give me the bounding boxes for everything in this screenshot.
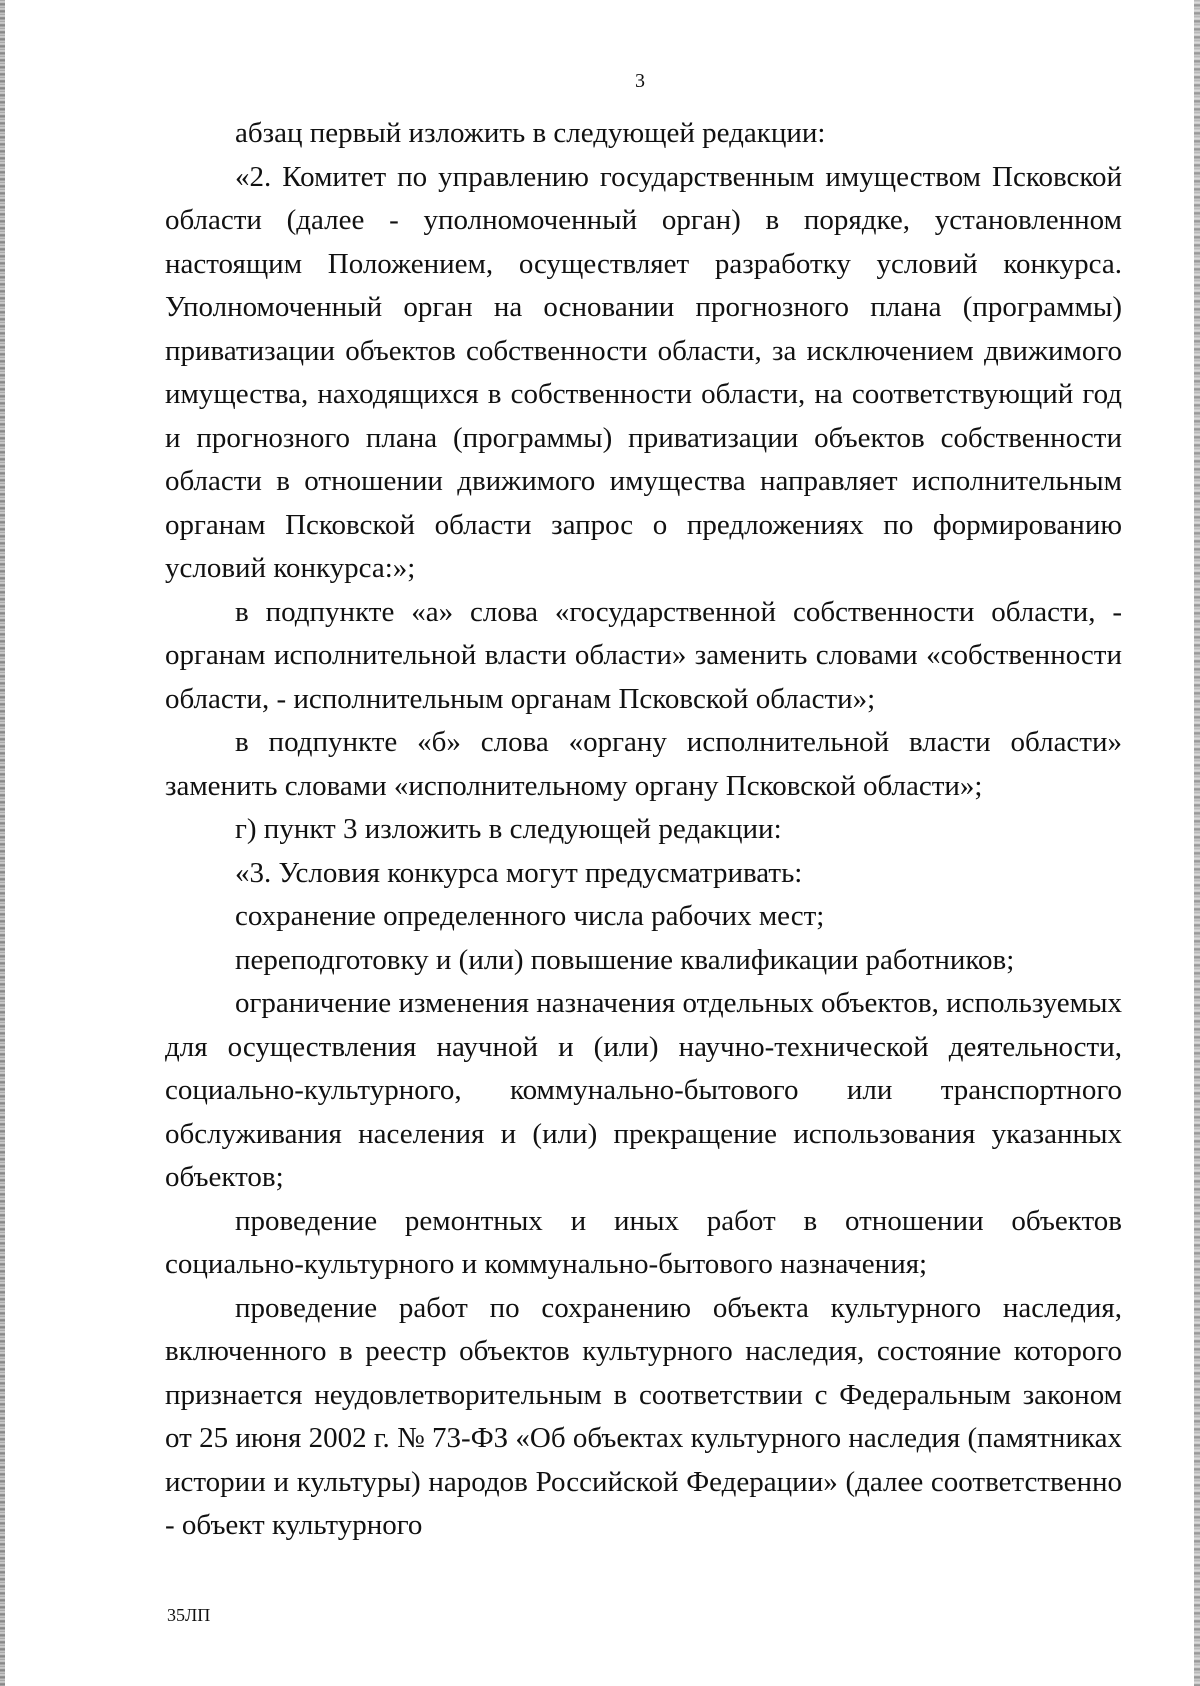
scan-edge-left	[0, 0, 5, 1686]
paragraph-intro: абзац первый изложить в следующей редакции:	[235, 117, 826, 149]
paragraph-item-g: г) пункт 3 изложить в следующей редакции:	[235, 813, 782, 845]
paragraph-clause-2: «2. Комитет по управлению государственным имуществом Псковской области (далее - уполномоченный орган) в порядке, установленном настоящим Положением, осуществляет разработку условий конкурса. Уполномоченный орган на основании прогнозного плана (программы) приватизации объектов собственности области, за исключением движимого имущества, находящихся в собственности области, на соответствующий год и прогнозного плана (программы) приватизации объектов собственности области в отношении движимого имущества направляет исполнительным органам Псковской области запрос о предложениях по формированию условий конкурса:»;	[165, 160, 1122, 584]
paragraph-condition-heritage: проведение работ по сохранению объекта культурного наследия, включенного в реестр объектов культурного наследия, состояние которого признается неудовлетворительным в соответствии с Федеральным законом от 25 июня 2002 г. № 73-ФЗ «Об объектах культурного наследия (памятниках истории и культуры) народов Российской Федерации» (далее соответственно - объект культурного	[165, 1291, 1122, 1541]
page-number: 3	[635, 70, 645, 92]
paragraph-condition-jobs: сохранение определенного числа рабочих мест;	[235, 900, 825, 932]
paragraph-condition-training: переподготовку и (или) повышение квалификации работников;	[235, 943, 1015, 976]
paragraph-clause-3: «3. Условия конкурса могут предусматривать:	[235, 856, 803, 889]
scan-edge-right	[1194, 0, 1200, 1686]
paragraph-condition-repairs: проведение ремонтных и иных работ в отношении объектов социально-культурного и коммунально-бытового назначения;	[165, 1204, 1122, 1280]
paragraph-subclause-b: в подпункте «б» слова «органу исполнительной власти области» заменить словами «исполнительному органу Псковской области»;	[165, 726, 1122, 802]
footer-code: 35ЛП	[167, 1605, 211, 1625]
document-body	[165, 112, 1122, 1548]
paragraph-subclause-a: в подпункте «а» слова «государственной собственности области, - органам исполнительной власти области» заменить словами «собственности области, - исполнительным органам Псковской области»;	[165, 595, 1122, 715]
paragraph-condition-restriction: ограничение изменения назначения отдельных объектов, используемых для осуществления научной и (или) научно-технической деятельности, социально-культурного, коммунально-бытового или транспортного обслуживания населения и (или) прекращение использования указанных объектов;	[165, 987, 1122, 1193]
